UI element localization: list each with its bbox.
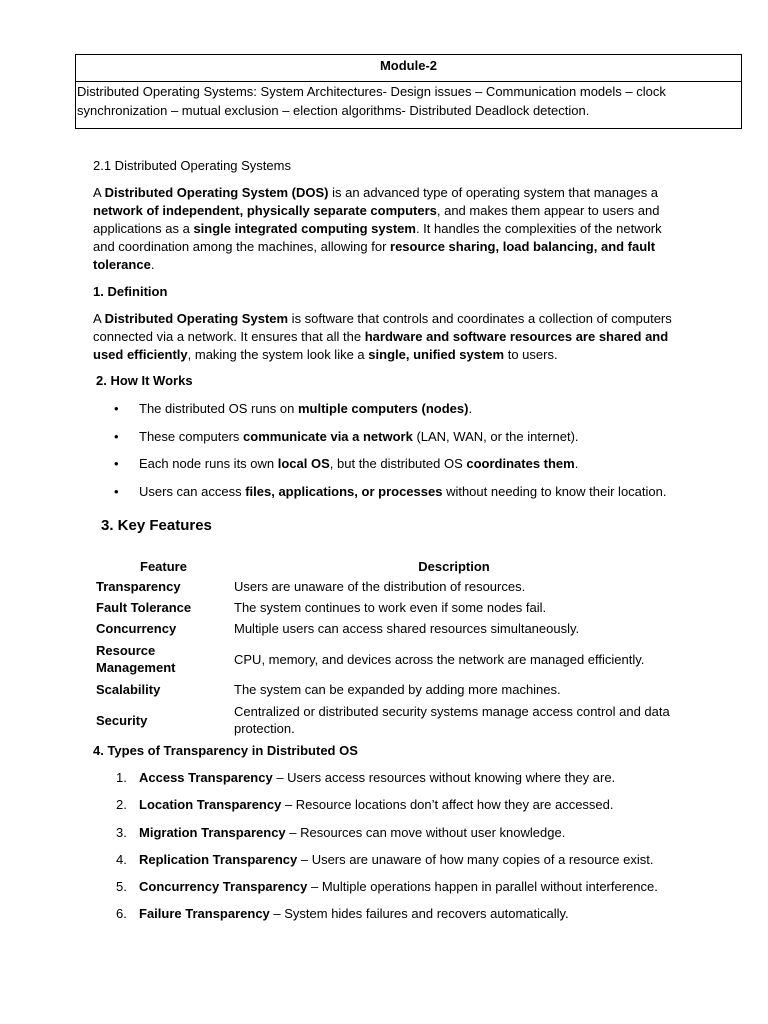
- text: . It handles the complexities of the network and coordination among the machines, allowing for: [93, 221, 662, 254]
- transparency-types-heading: 4. Types of Transparency in Distributed OS: [93, 743, 358, 758]
- module-header-box: [75, 54, 742, 129]
- feature-cell: Fault Tolerance: [96, 600, 192, 615]
- text: is software that controls and coordinates a collection of computers connected via a network. It ensures that all the: [93, 311, 672, 344]
- feature-cell: Concurrency: [96, 621, 177, 636]
- list-item: [113, 455, 666, 483]
- table-row: [93, 576, 674, 597]
- list-item: [113, 878, 658, 905]
- bold-text: Access Transparency: [139, 770, 273, 785]
- module-description: [76, 82, 741, 120]
- bold-text: network of independent, physically separate computers: [93, 203, 437, 218]
- text: , making the system look like a: [187, 347, 369, 362]
- bold-text: hardware and software resources are shared and used efficiently: [93, 329, 669, 362]
- text: Each node runs its own: [139, 456, 278, 471]
- list-item: [113, 400, 666, 428]
- column-header-description: Description: [418, 558, 490, 574]
- bold-text: resource sharing, load balancing, and fault tolerance: [93, 239, 656, 272]
- text: is an advanced type of operating system that manages a: [328, 185, 659, 200]
- list-item: [113, 796, 658, 823]
- how-it-works-heading: 2. How It Works: [96, 373, 193, 388]
- table-row: [93, 679, 674, 700]
- text: – Resource locations don’t affect how they are accessed.: [281, 797, 614, 813]
- text: These computers: [139, 428, 244, 444]
- table-header-row: [93, 556, 674, 576]
- text: Users can access: [139, 483, 246, 499]
- how-it-works-list: [113, 400, 666, 510]
- text: .: [574, 456, 579, 471]
- description-cell: The system can be expanded by adding more machines.: [234, 682, 561, 697]
- description-cell: Users are unaware of the distribution of resources.: [234, 579, 526, 594]
- item-number: 6.: [116, 906, 127, 922]
- bold-text: local OS: [277, 456, 330, 471]
- text: The distributed OS runs on: [139, 401, 298, 416]
- item-number: 5.: [116, 879, 127, 895]
- text: – Users are unaware of how many copies of a resource exist.: [297, 851, 654, 867]
- description-cell: The system continues to work even if some nodes fail.: [234, 600, 547, 615]
- text: .: [468, 401, 473, 416]
- feature-cell: Resource Management: [96, 643, 176, 675]
- list-item: [113, 824, 658, 851]
- item-number: 4.: [116, 851, 127, 867]
- key-features-heading: 3. Key Features: [101, 517, 212, 534]
- section-title: 2.1 Distributed Operating Systems: [93, 158, 291, 173]
- definition-heading: 1. Definition: [93, 284, 168, 299]
- feature-cell: Transparency: [96, 579, 181, 594]
- item-number: 2.: [116, 797, 127, 813]
- text: – System hides failures and recovers automatically.: [269, 906, 569, 922]
- bold-text: single, unified system: [368, 347, 505, 362]
- definition-paragraph: [93, 310, 673, 364]
- table-row: [93, 639, 674, 679]
- bold-text: files, applications, or processes: [245, 483, 443, 499]
- description-cell: CPU, memory, and devices across the network are managed efficiently.: [234, 651, 645, 667]
- module-description-line: Distributed Operating Systems: System Architectures- Design issues – Communication models – clock: [77, 84, 666, 99]
- list-item: [113, 769, 658, 796]
- text: – Resources can move without user knowledge.: [285, 824, 566, 840]
- feature-cell: Security: [96, 712, 148, 728]
- list-item: [113, 483, 666, 511]
- list-item: [113, 905, 658, 932]
- text: – Multiple operations happen in parallel without interference.: [307, 879, 658, 895]
- text: to users.: [504, 347, 558, 362]
- column-header-feature: Feature: [140, 558, 187, 574]
- bold-text: Concurrency Transparency: [139, 879, 308, 895]
- text: without needing to know their location.: [442, 483, 667, 499]
- text: , but the distributed OS: [329, 456, 467, 471]
- module-description-line: synchronization – mutual exclusion – election algorithms- Distributed Deadlock detection.: [77, 103, 590, 118]
- table-row: [93, 597, 674, 618]
- intro-paragraph: [93, 184, 681, 274]
- text: A: [93, 185, 105, 200]
- text: A: [93, 311, 105, 326]
- bold-text: single integrated computing system: [193, 221, 416, 236]
- text: – Users access resources without knowing where they are.: [272, 770, 616, 785]
- table-row: [93, 618, 674, 639]
- text: , and makes them appear to users and applications as a: [93, 203, 660, 236]
- bold-text: Location Transparency: [139, 797, 282, 813]
- table-row: [93, 700, 674, 740]
- bold-text: Migration Transparency: [139, 824, 286, 840]
- description-cell: Centralized or distributed security systems manage access control and data protection.: [234, 704, 670, 736]
- feature-cell: Scalability: [96, 682, 161, 697]
- bold-text: multiple computers (nodes): [297, 401, 469, 416]
- bold-text: Distributed Operating System (DOS): [104, 185, 329, 200]
- item-number: 1.: [116, 770, 127, 785]
- text: (LAN, WAN, or the internet).: [412, 428, 579, 444]
- list-item: [113, 851, 658, 878]
- item-number: 3.: [116, 824, 127, 840]
- bold-text: Replication Transparency: [139, 851, 298, 867]
- description-cell: Multiple users can access shared resources simultaneously.: [234, 621, 580, 636]
- list-item: [113, 428, 666, 456]
- key-features-table: [93, 556, 674, 740]
- bold-text: Failure Transparency: [139, 906, 270, 922]
- bold-text: Distributed Operating System: [104, 311, 289, 326]
- bold-text: communicate via a network: [243, 428, 413, 444]
- bold-text: coordinates them: [466, 456, 575, 471]
- text: .: [150, 257, 155, 272]
- transparency-types-list: [113, 769, 658, 933]
- module-title: Module-2: [76, 55, 741, 82]
